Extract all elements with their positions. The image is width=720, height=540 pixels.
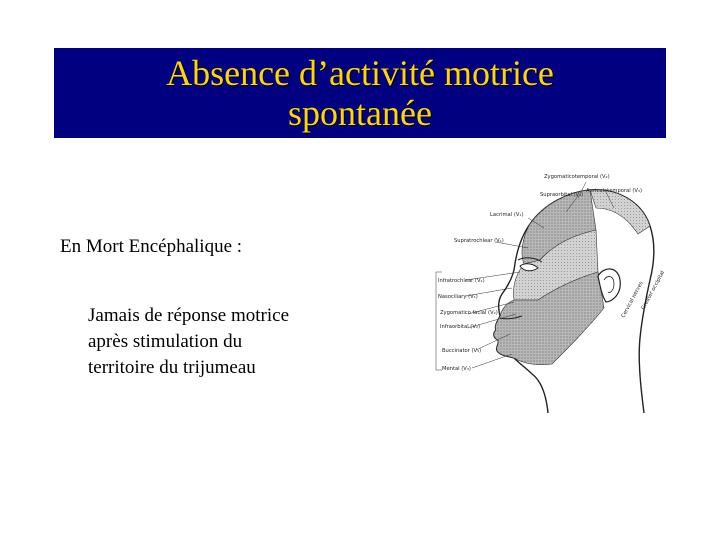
label-supraorbital: Supraorbital (V₁) [540, 192, 584, 198]
label-lacrimal: Lacrimal (V₁) [490, 212, 524, 218]
slide-title-line-2: spontanée [288, 93, 432, 133]
label-nasociliary: Nasociliary (V₁) [438, 294, 478, 300]
body-line-2: après stimulation du [88, 331, 243, 352]
trigeminal-dermatome-figure [428, 168, 668, 416]
label-buccinator: Buccinator (V₃) [442, 348, 482, 354]
label-infraorbital: Infraorbital (V₂) [440, 324, 480, 330]
label-greater-occipital: Greater occipital [640, 270, 667, 311]
label-zygomaticofacial: Zygomatico facial (V₂) [440, 310, 498, 316]
head-illustration [428, 168, 668, 416]
slide-subtitle: En Mort Encéphalique : [60, 236, 243, 257]
scalp-band [590, 190, 650, 234]
label-infratrochlear: Infratrochlear (V₁) [438, 278, 485, 284]
label-zygomaticotemporal: Zygomaticotemporal (V₂) [544, 174, 610, 180]
body-line-3: territoire du trijumeau [88, 357, 256, 378]
body-text-block [88, 303, 289, 381]
slide-title-line-1: Absence d’activité motrice [166, 53, 554, 93]
body-line-1: Jamais de réponse motrice [88, 305, 290, 326]
label-cervical-nerves: Cervical nerves [620, 280, 645, 319]
label-mental: Mental (V₃) [442, 366, 471, 372]
label-supratrochlear: Supratrochlear (V₁) [454, 238, 504, 244]
title-banner [54, 48, 666, 138]
label-auriculotemporal: Auriculotemporal (V₃) [586, 188, 642, 194]
